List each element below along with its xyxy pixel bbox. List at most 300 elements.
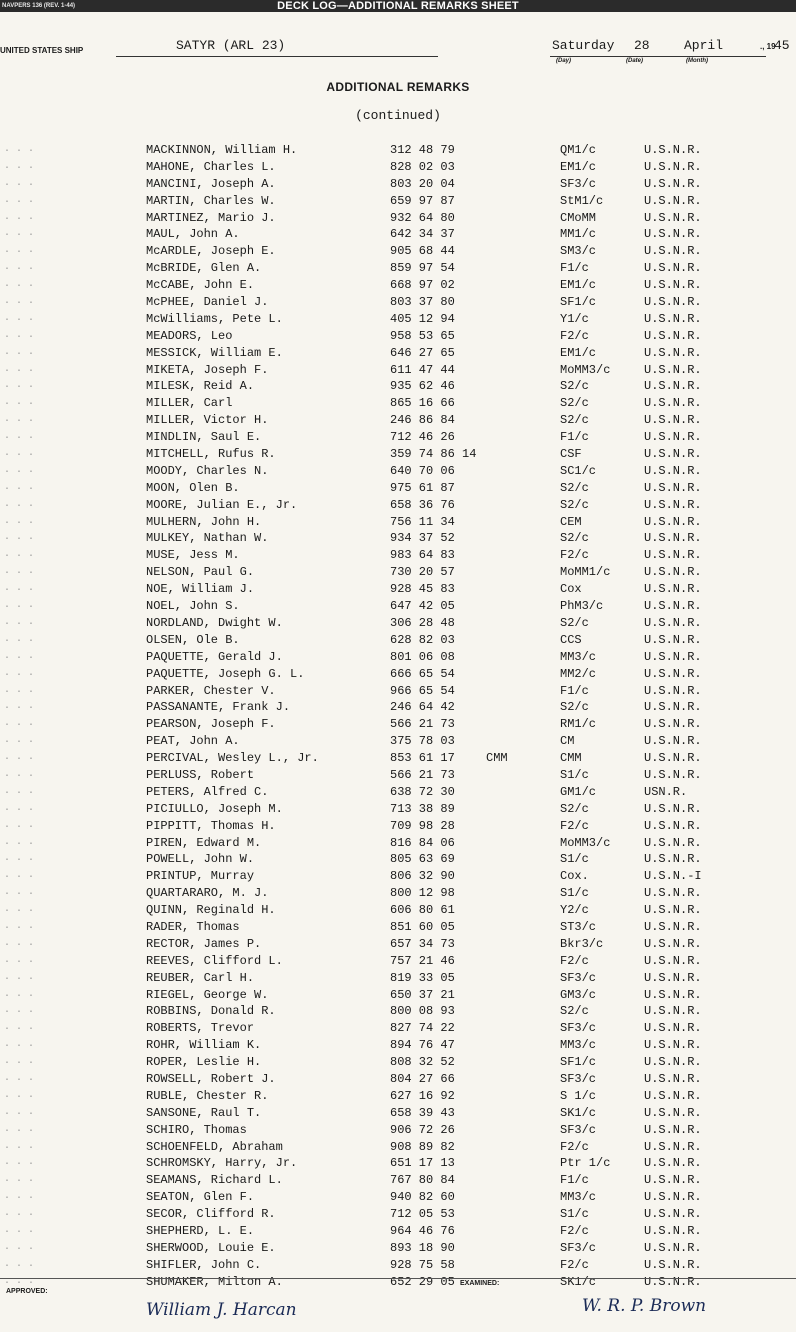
year-prefix: ., 19 xyxy=(760,42,776,51)
service-number: 932 64 80 xyxy=(390,210,455,225)
crew-name: PERLUSS, Robert xyxy=(146,767,255,782)
date-caption: (Date) xyxy=(626,58,644,64)
rating: StM1/c xyxy=(560,193,604,208)
service-branch: U.S.N.R. xyxy=(644,1004,702,1019)
service-number: 757 21 46 xyxy=(390,953,455,968)
service-number: 908 89 82 xyxy=(390,1139,455,1154)
roster-row xyxy=(0,226,796,243)
service-branch: U.S.N.R. xyxy=(644,1055,702,1070)
service-number: 865 16 66 xyxy=(390,396,455,411)
margin-dots: . . . xyxy=(4,363,35,375)
service-branch: U.S.N.R. xyxy=(644,835,702,850)
crew-name: QUINN, Reginald H. xyxy=(146,903,276,918)
margin-dots: . . . xyxy=(4,1123,35,1135)
crew-name: ROBERTS, Trevor xyxy=(146,1021,255,1036)
rating: RM1/c xyxy=(560,717,597,732)
roster-row xyxy=(0,750,796,767)
serial-annotation: CMM xyxy=(486,751,508,766)
examined-signature: W. R. P. Brown xyxy=(582,1296,707,1316)
roster-row xyxy=(0,1071,796,1088)
service-number: 800 12 98 xyxy=(390,886,455,901)
roster-row xyxy=(0,632,796,649)
roster-row xyxy=(0,1223,796,1240)
service-number: 853 61 17 xyxy=(390,751,455,766)
crew-name: SHERWOOD, Louie E. xyxy=(146,1240,276,1255)
roster-row xyxy=(0,429,796,446)
rating: F2/c xyxy=(560,818,589,833)
crew-name: MANCINI, Joseph A. xyxy=(146,176,276,191)
service-number: 611 47 44 xyxy=(390,362,455,377)
service-number: 940 82 60 xyxy=(390,1190,455,1205)
rating: SF3/c xyxy=(560,1122,597,1137)
roster-row xyxy=(0,1206,796,1223)
service-branch: U.S.N.R. xyxy=(644,345,702,360)
rating: F1/c xyxy=(560,430,589,445)
margin-dots: . . . xyxy=(4,566,35,578)
service-number: 642 34 37 xyxy=(390,227,455,242)
roster-row xyxy=(0,598,796,615)
margin-dots: . . . xyxy=(4,633,35,645)
roster-row xyxy=(0,564,796,581)
rating: SF1/c xyxy=(560,295,597,310)
service-branch: U.S.N.R. xyxy=(644,767,702,782)
service-branch: U.S.N.R. xyxy=(644,1224,702,1238)
rating: SF3/c xyxy=(560,1021,597,1036)
margin-dots: . . . xyxy=(4,920,35,932)
roster-row xyxy=(0,581,796,598)
roster-row xyxy=(0,1105,796,1122)
rating: S1/c xyxy=(560,852,589,867)
service-branch: U.S.N.R. xyxy=(644,176,702,191)
roster-row xyxy=(0,362,796,379)
rating: S2/c xyxy=(560,531,589,546)
crew-name: NOE, William J. xyxy=(146,582,255,597)
service-number: 975 61 87 xyxy=(390,480,455,495)
margin-dots: . . . xyxy=(4,262,35,274)
margin-dots: . . . xyxy=(4,515,35,527)
rating: Cox. xyxy=(560,869,589,884)
service-number: 806 32 90 xyxy=(390,869,455,884)
crew-name: PRINTUP, Murray xyxy=(146,869,255,884)
roster-row xyxy=(0,176,796,193)
service-branch: U.S.N.R. xyxy=(644,244,702,259)
margin-dots: . . . xyxy=(4,600,35,612)
crew-name: PARKER, Chester V. xyxy=(146,683,276,698)
service-number: 958 53 65 xyxy=(390,328,455,343)
rating: SF3/c xyxy=(560,176,597,191)
crew-name: MARTIN, Charles W. xyxy=(146,193,276,208)
roster-row xyxy=(0,936,796,953)
roster-row xyxy=(0,142,796,159)
margin-dots: . . . xyxy=(4,177,35,189)
crew-name: PETERS, Alfred C. xyxy=(146,784,269,799)
roster-row xyxy=(0,784,796,801)
service-number: 658 36 76 xyxy=(390,497,455,512)
rating: EM1/c xyxy=(560,159,597,174)
rating: CMM xyxy=(560,751,582,766)
crew-name: PEARSON, Joseph F. xyxy=(146,717,276,732)
roster-row xyxy=(0,801,796,818)
service-number: 851 60 05 xyxy=(390,919,455,934)
margin-dots: . . . xyxy=(4,752,35,764)
margin-dots: . . . xyxy=(4,228,35,240)
roster-row xyxy=(0,699,796,716)
crew-name: MOORE, Julian E., Jr. xyxy=(146,497,298,512)
rating: F2/c xyxy=(560,1257,589,1272)
service-branch: U.S.N.R. xyxy=(644,582,702,597)
service-number: 306 28 48 xyxy=(390,615,455,630)
margin-dots: . . . xyxy=(4,768,35,780)
margin-dots: . . . xyxy=(4,937,35,949)
margin-dots: . . . xyxy=(4,296,35,308)
roster-row xyxy=(0,159,796,176)
margin-dots: . . . xyxy=(4,312,35,324)
service-number: 928 75 58 xyxy=(390,1257,455,1272)
service-branch: U.S.N.R. xyxy=(644,1088,702,1103)
service-branch: U.S.N.R. xyxy=(644,886,702,901)
roster-row xyxy=(0,345,796,362)
crew-name: SHIFLER, John C. xyxy=(146,1257,262,1272)
crew-name: MEADORS, Leo xyxy=(146,328,233,343)
roster-row xyxy=(0,547,796,564)
service-branch: U.S.N.R. xyxy=(644,311,702,326)
rating: S2/c xyxy=(560,379,589,394)
crew-name: SEATON, Glen F. xyxy=(146,1190,255,1205)
service-branch: U.S.N.R. xyxy=(644,801,702,816)
signature-footer xyxy=(0,1278,796,1332)
service-number: 658 39 43 xyxy=(390,1105,455,1120)
roster-row xyxy=(0,1240,796,1257)
rating: SM3/c xyxy=(560,244,597,259)
service-number: 983 64 83 xyxy=(390,548,455,563)
crew-name: PASSANANTE, Frank J. xyxy=(146,700,291,715)
service-number: 668 97 02 xyxy=(390,278,455,293)
service-branch: U.S.N.R. xyxy=(644,295,702,310)
service-number: 808 32 52 xyxy=(390,1055,455,1070)
rating: CSF xyxy=(560,447,582,462)
service-branch: U.S.N.R. xyxy=(644,1122,702,1137)
rating: QM1/c xyxy=(560,143,597,157)
service-number: 905 68 44 xyxy=(390,244,455,259)
rating: SC1/c xyxy=(560,463,597,478)
service-branch: U.S.N.R. xyxy=(644,565,702,580)
service-number: 803 20 04 xyxy=(390,176,455,191)
margin-dots: . . . xyxy=(4,448,35,460)
roster-row xyxy=(0,1172,796,1189)
roster-row xyxy=(0,463,796,480)
crew-name: MITCHELL, Rufus R. xyxy=(146,447,276,462)
crew-name: QUARTARARO, M. J. xyxy=(146,886,269,901)
service-number: 647 42 05 xyxy=(390,599,455,614)
service-number: 566 21 73 xyxy=(390,767,455,782)
section-heading: ADDITIONAL REMARKS xyxy=(326,80,470,94)
service-number: 804 27 66 xyxy=(390,1071,455,1086)
roster-row xyxy=(0,210,796,227)
crew-name: McPHEE, Daniel J. xyxy=(146,295,269,310)
crew-name: SANSONE, Raul T. xyxy=(146,1105,262,1120)
rating: S1/c xyxy=(560,886,589,901)
margin-dots: . . . xyxy=(4,1072,35,1084)
roster-row xyxy=(0,666,796,683)
section-subheading: (continued) xyxy=(355,108,441,123)
service-branch: U.S.N.R. xyxy=(644,919,702,934)
date-underline xyxy=(550,56,766,57)
margin-dots: . . . xyxy=(4,1005,35,1017)
roster-row xyxy=(0,885,796,902)
margin-dots: . . . xyxy=(4,431,35,443)
rating: S1/c xyxy=(560,767,589,782)
service-number: 805 63 69 xyxy=(390,852,455,867)
rating: S2/c xyxy=(560,801,589,816)
roster-row xyxy=(0,716,796,733)
rating: SF1/c xyxy=(560,1055,597,1070)
service-branch: U.S.N.R. xyxy=(644,649,702,664)
service-branch: U.S.N.R. xyxy=(644,818,702,833)
crew-name: MOODY, Charles N. xyxy=(146,463,269,478)
service-branch: U.S.N.R. xyxy=(644,480,702,495)
service-branch: U.S.N.R. xyxy=(644,936,702,951)
margin-dots: . . . xyxy=(4,684,35,696)
rating: CM xyxy=(560,734,575,749)
service-number: 628 82 03 xyxy=(390,632,455,647)
crew-name: SHUMAKER, Milton A. xyxy=(146,1274,283,1289)
margin-dots: . . . xyxy=(4,1174,35,1186)
service-number: 246 64 42 xyxy=(390,700,455,715)
roster-row xyxy=(0,868,796,885)
crew-name: PIPPITT, Thomas H. xyxy=(146,818,276,833)
rating: F2/c xyxy=(560,548,589,563)
service-branch: U.S.N.R. xyxy=(644,1105,702,1120)
rating: SF3/c xyxy=(560,970,597,985)
rating: Cox xyxy=(560,582,582,597)
crew-name: PEAT, John A. xyxy=(146,734,240,749)
crew-name: SECOR, Clifford R. xyxy=(146,1207,276,1222)
margin-dots: . . . xyxy=(4,1022,35,1034)
rating: MoMM3/c xyxy=(560,362,611,377)
margin-dots: . . . xyxy=(4,836,35,848)
service-branch: U.S.N.R. xyxy=(644,514,702,529)
footer-rule xyxy=(0,1278,796,1279)
margin-dots: . . . xyxy=(4,616,35,628)
service-branch: U.S.N.R. xyxy=(644,143,702,157)
rating: PhM3/c xyxy=(560,599,604,614)
crew-name: SEAMANS, Richard L. xyxy=(146,1173,283,1188)
rating: Y1/c xyxy=(560,311,589,326)
log-year: 45 xyxy=(774,38,790,53)
margin-dots: . . . xyxy=(4,498,35,510)
rating: Bkr3/c xyxy=(560,936,604,951)
crew-name: ROWSELL, Robert J. xyxy=(146,1071,276,1086)
rating: MM3/c xyxy=(560,649,597,664)
rating: SK1/c xyxy=(560,1105,597,1120)
service-number: 375 78 03 xyxy=(390,734,455,749)
service-number: 651 17 13 xyxy=(390,1156,455,1171)
service-number: 894 76 47 xyxy=(390,1038,455,1053)
service-number: 767 80 84 xyxy=(390,1173,455,1188)
day-caption: (Day) xyxy=(556,58,572,64)
service-branch: U.S.N.R. xyxy=(644,751,702,766)
ship-label: UNITED STATES SHIP xyxy=(0,46,84,55)
service-branch: U.S.N.R. xyxy=(644,1071,702,1086)
crew-name: MILLER, Carl xyxy=(146,396,233,411)
month-caption: (Month) xyxy=(686,58,708,64)
rating: S2/c xyxy=(560,700,589,715)
service-number: 566 21 73 xyxy=(390,717,455,732)
service-branch: U.S.N.R. xyxy=(644,278,702,293)
crew-name: PERCIVAL, Wesley L., Jr. xyxy=(146,751,319,766)
rating: S2/c xyxy=(560,615,589,630)
margin-dots: . . . xyxy=(4,1106,35,1118)
margin-dots: . . . xyxy=(4,853,35,865)
service-number: 964 46 76 xyxy=(390,1224,455,1238)
roster-row xyxy=(0,1020,796,1037)
service-branch: U.S.N.R. xyxy=(644,1207,702,1222)
margin-dots: . . . xyxy=(4,194,35,206)
crew-roster xyxy=(0,142,796,1291)
margin-dots: . . . xyxy=(4,346,35,358)
margin-dots: . . . xyxy=(4,650,35,662)
roster-row xyxy=(0,953,796,970)
form-id: NAVPERS 136 (REV. 1-44) xyxy=(2,3,76,9)
service-branch: U.S.N.R. xyxy=(644,666,702,681)
service-number: 359 74 86 14 xyxy=(390,447,477,462)
margin-dots: . . . xyxy=(4,802,35,814)
service-branch: U.S.N.-I xyxy=(644,869,702,884)
margin-dots: . . . xyxy=(4,481,35,493)
service-number: 712 46 26 xyxy=(390,430,455,445)
margin-dots: . . . xyxy=(4,1275,35,1287)
crew-name: REEVES, Clifford L. xyxy=(146,953,283,968)
service-branch: U.S.N.R. xyxy=(644,700,702,715)
service-number: 828 02 03 xyxy=(390,159,455,174)
service-branch: U.S.N.R. xyxy=(644,1274,702,1289)
margin-dots: . . . xyxy=(4,1241,35,1253)
crew-name: MOON, Olen B. xyxy=(146,480,240,495)
roster-row xyxy=(0,615,796,632)
crew-name: SCHIRO, Thomas xyxy=(146,1122,247,1137)
crew-name: NORDLAND, Dwight W. xyxy=(146,615,283,630)
service-branch: U.S.N.R. xyxy=(644,1156,702,1171)
margin-dots: . . . xyxy=(4,397,35,409)
rating: Y2/c xyxy=(560,903,589,918)
roster-row xyxy=(0,193,796,210)
roster-row xyxy=(0,446,796,463)
rating: MM3/c xyxy=(560,1190,597,1205)
margin-dots: . . . xyxy=(4,380,35,392)
service-number: 666 65 54 xyxy=(390,666,455,681)
margin-dots: . . . xyxy=(4,532,35,544)
rating: SK1/c xyxy=(560,1274,597,1289)
crew-name: PIREN, Edward M. xyxy=(146,835,262,850)
service-number: 819 33 05 xyxy=(390,970,455,985)
service-branch: U.S.N.R. xyxy=(644,683,702,698)
margin-dots: . . . xyxy=(4,1089,35,1101)
margin-dots: . . . xyxy=(4,718,35,730)
margin-dots: . . . xyxy=(4,1140,35,1152)
rating: ST3/c xyxy=(560,919,597,934)
rating: S1/c xyxy=(560,1207,589,1222)
service-branch: U.S.N.R. xyxy=(644,1257,702,1272)
roster-row xyxy=(0,1257,796,1274)
roster-row xyxy=(0,530,796,547)
crew-name: ROHR, William K. xyxy=(146,1038,262,1053)
ship-line xyxy=(0,38,796,64)
rating: F2/c xyxy=(560,953,589,968)
margin-dots: . . . xyxy=(4,887,35,899)
service-branch: USN.R. xyxy=(644,784,688,799)
crew-name: NELSON, Paul G. xyxy=(146,565,255,580)
service-branch: U.S.N.R. xyxy=(644,615,702,630)
margin-dots: . . . xyxy=(4,988,35,1000)
rating: S2/c xyxy=(560,413,589,428)
service-number: 713 38 89 xyxy=(390,801,455,816)
crew-name: MARTINEZ, Mario J. xyxy=(146,210,276,225)
crew-name: RECTOR, James P. xyxy=(146,936,262,951)
service-branch: U.S.N.R. xyxy=(644,632,702,647)
service-number: 928 45 83 xyxy=(390,582,455,597)
rating: F1/c xyxy=(560,683,589,698)
rating: MM3/c xyxy=(560,1038,597,1053)
roster-row xyxy=(0,412,796,429)
service-branch: U.S.N.R. xyxy=(644,1240,702,1255)
margin-dots: . . . xyxy=(4,870,35,882)
service-number: 934 37 52 xyxy=(390,531,455,546)
rating: S 1/c xyxy=(560,1088,597,1103)
crew-name: NOEL, John S. xyxy=(146,599,240,614)
roster-row xyxy=(0,987,796,1004)
service-branch: U.S.N.R. xyxy=(644,210,702,225)
crew-name: RUBLE, Chester R. xyxy=(146,1088,269,1103)
roster-row xyxy=(0,277,796,294)
rating: S2/c xyxy=(560,480,589,495)
service-branch: U.S.N.R. xyxy=(644,903,702,918)
roster-row xyxy=(0,919,796,936)
margin-dots: . . . xyxy=(4,414,35,426)
roster-row xyxy=(0,1189,796,1206)
crew-name: MACKINNON, William H. xyxy=(146,143,298,157)
roster-row xyxy=(0,818,796,835)
service-branch: U.S.N.R. xyxy=(644,159,702,174)
margin-dots: . . . xyxy=(4,701,35,713)
roster-row xyxy=(0,649,796,666)
roster-row xyxy=(0,902,796,919)
crew-name: MULKEY, Nathan W. xyxy=(146,531,269,546)
crew-name: McWilliams, Pete L. xyxy=(146,311,283,326)
margin-dots: . . . xyxy=(4,1258,35,1270)
service-number: 638 72 30 xyxy=(390,784,455,799)
service-branch: U.S.N.R. xyxy=(644,1173,702,1188)
rating: SF3/c xyxy=(560,1240,597,1255)
roster-row xyxy=(0,733,796,750)
service-number: 827 74 22 xyxy=(390,1021,455,1036)
crew-name: McCABE, John E. xyxy=(146,278,255,293)
log-day: Saturday xyxy=(552,38,615,53)
service-branch: U.S.N.R. xyxy=(644,396,702,411)
service-branch: U.S.N.R. xyxy=(644,1139,702,1154)
crew-name: POWELL, John W. xyxy=(146,852,255,867)
margin-dots: . . . xyxy=(4,245,35,257)
service-branch: U.S.N.R. xyxy=(644,227,702,242)
margin-dots: . . . xyxy=(4,329,35,341)
service-branch: U.S.N.R. xyxy=(644,1021,702,1036)
service-branch: U.S.N.R. xyxy=(644,261,702,276)
service-number: 801 06 08 xyxy=(390,649,455,664)
service-branch: U.S.N.R. xyxy=(644,1190,702,1205)
crew-name: MULHERN, John H. xyxy=(146,514,262,529)
margin-dots: . . . xyxy=(4,1191,35,1203)
rating: MoMM3/c xyxy=(560,835,611,850)
rating: F2/c xyxy=(560,1224,589,1238)
